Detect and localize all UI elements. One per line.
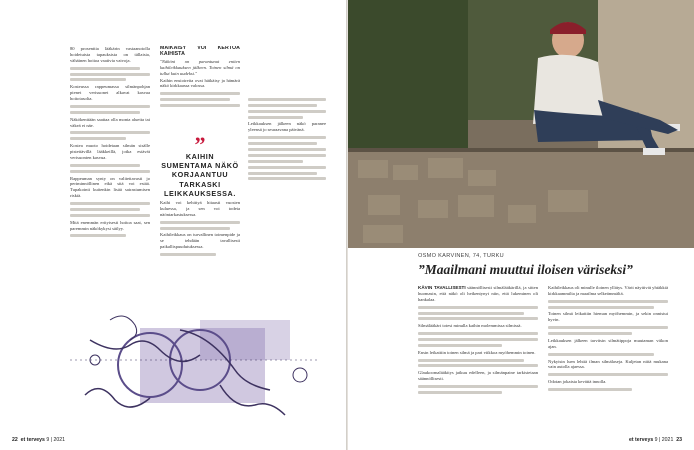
left-column-1 <box>70 46 150 306</box>
left-col1-para-4: Rappeuman synty on valitettavasti jo periminnöllinen eikä sitä voi estää. Tupakointi kuitenkin lisää sairastumisen riskiä. <box>70 175 150 199</box>
left-folio-brand: et terveys <box>20 437 45 443</box>
left-page <box>0 0 346 450</box>
lead-label: KÄVIN TAVALLISESTI <box>418 285 466 290</box>
left-col2-heading: MÄIKÄISY VOI KERTOA KAIHISTA <box>160 46 240 57</box>
right-folio <box>629 437 682 443</box>
left-col1-para-5: Mitä enemmän erityisesti hoitoa saat, sen paremmin näkökykysi säilyy. <box>70 219 150 231</box>
left-col2-para-0: "Näköni on parantunut eniten kaihileikkauksen jälkeen. Toinen silmä on tullut kuin uudeksi." <box>160 58 240 76</box>
left-col1-para-0: 80 prosenttia lääkärin vastaanotolla hoidetuista tapauksista on tällaisia, vähäinen hoitoa vaativia vaivoja. <box>70 46 150 63</box>
right-page <box>348 0 694 450</box>
portrait-photo <box>348 0 694 248</box>
left-col2-para-2: Kaihi voi kehittyä hitaasti vuosien kuluessa, ja sen voi todeta näöntarkastuksessa. <box>160 200 240 217</box>
left-col2-para-4: Leikkauksen jälkeen näkö paranee yleensä jo seuraavana päivänä. <box>248 121 326 133</box>
left-col1-para-2: Näkökenttään saattaa olla monta aluetta tai väkeä ei näe. <box>70 116 150 128</box>
eye-illustration-icon <box>70 300 320 430</box>
right-folio-brand: et terveys <box>628 437 654 443</box>
left-col2-para-1: Kaihin ensioireita ovat häikäisy ja hämärä näkö kirkkaassa valossa. <box>160 77 240 89</box>
right-col1-para-1: Silmälääkäri totesi minulla kaihin molemmissa silmissä. <box>418 323 522 329</box>
left-column-3 <box>248 95 326 285</box>
quote-mark-icon: ” <box>194 132 206 157</box>
byline: OSMO KARVINEN, 74, TURKU <box>418 253 504 259</box>
left-col1-para-3: Kostea muoto hoidetaan silmän sisälle pistettävillä lääkkeillä, jotka estävät verisuonten kasvua. <box>70 143 150 160</box>
left-page-number: 22 <box>12 437 18 443</box>
right-col2-para-4: Odotan jokaista kevättä innolla. <box>548 379 607 385</box>
left-folio <box>12 437 65 443</box>
right-col2-para-2: Leikkauksen jälkeen tarvitsin silmätippoja muutaman viikon ajan. <box>548 337 668 349</box>
right-folio-issue: 9 | 2021 <box>654 437 674 443</box>
left-col2-para-3: Kaihileikkaus on turvallinen toimenpide ja se tehdään tavallisesti paikallispuudutuksessa. <box>160 232 240 250</box>
left-col1-para-1: Kosteussa rappeumassa silmänpohjan pienet verisuonet alkavat kasvaa hoitotasolta. <box>70 84 150 102</box>
article-headline: ”Maailmani muuttui iloisen väriseksi” <box>418 262 633 277</box>
left-column-2-bottom <box>160 200 240 285</box>
right-column-2 <box>548 285 668 435</box>
right-col1-para-0: säännöllisesti silmälääkärillä, ja sitten huomasin, että näkö oli heikentynyt niin, että lukeminen oli hankalaa. <box>418 285 538 302</box>
right-page-number: 23 <box>676 437 682 443</box>
pull-quote <box>160 132 240 198</box>
pull-quote-text: KAIHIN SUMENTAMA NÄKÖ KORJAANTUU TARKASKI LEIKKAUKSESSA. <box>161 152 239 198</box>
left-folio-issue: 9 | 2021 <box>46 437 66 443</box>
right-col1-para-3: Glaukoomalääkitys jatkuu edelleen, ja silmänpaine tarkistetaan säännöllisesti. <box>418 370 538 382</box>
left-column-2-top <box>160 46 240 136</box>
right-col2-para-3: Nykyisin luen lehtiä ilman silmälaseja. Kuljetan niitä mukana vain autolla ajaessa. <box>548 358 668 370</box>
right-col2-para-0: Kaihileikkaus oli minulle iloinen yllätys. Värit näyttivät yhtäkkiä kirkkaammilta ja maailma selkeämmältä. <box>548 285 668 296</box>
right-col1-para-2: Ensin leikattiin toinen silmä ja pari viikkoa myöhemmin toinen. <box>418 349 536 355</box>
right-column-1 <box>418 285 538 435</box>
right-col2-para-1: Toinen silmä leikattiin hieman myöhemmin, ja sekin onnistui hyvin. <box>548 311 668 323</box>
